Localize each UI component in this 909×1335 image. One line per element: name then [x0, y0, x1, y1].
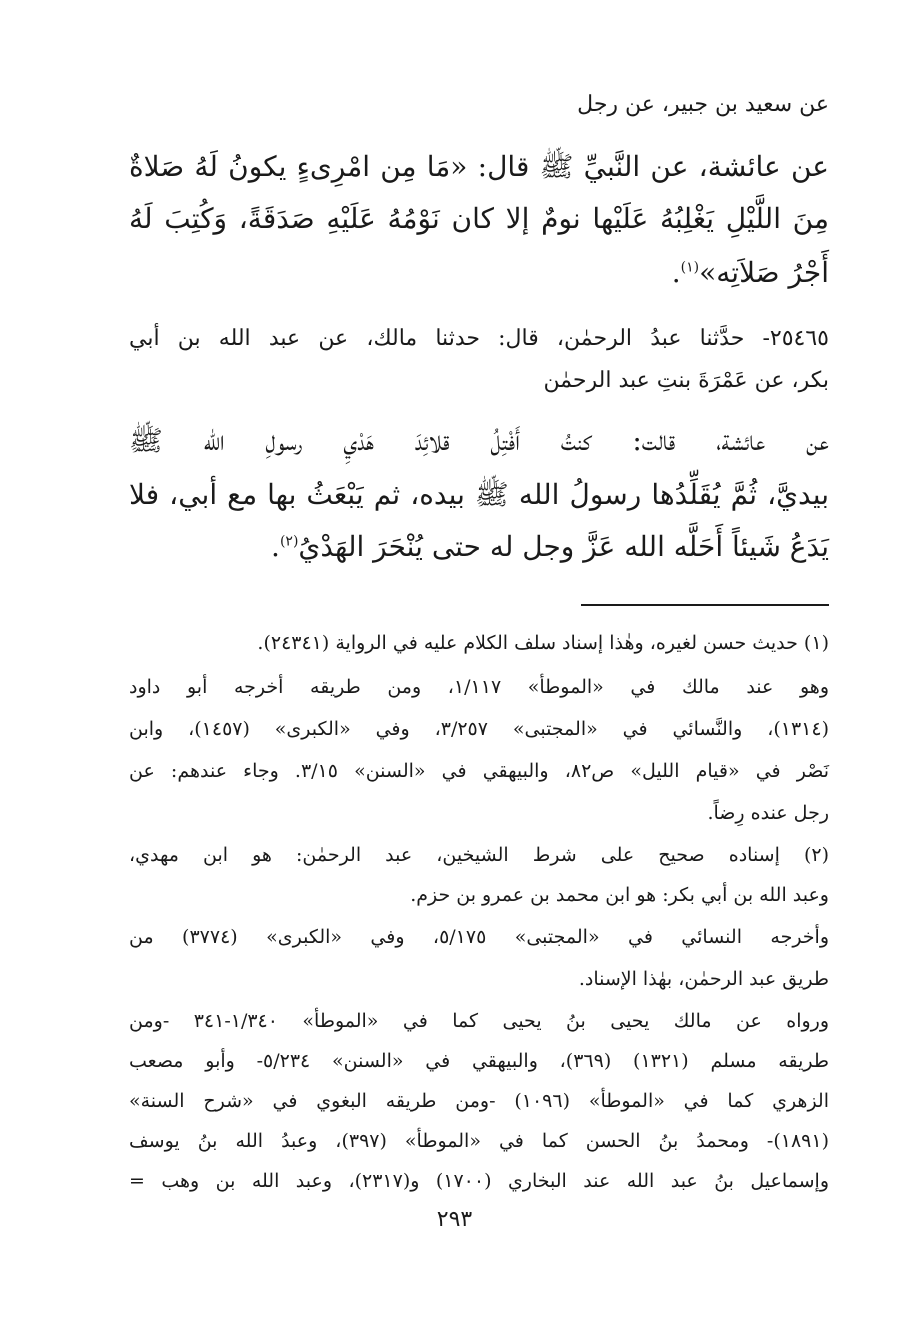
footnote-line: (٢) إسناده صحيح على شرط الشيخين، عبد الرحمٰن: هو ابن مهدي، [129, 844, 829, 866]
footnote-marker: (١) [680, 259, 700, 276]
footnote-line: نَصْر في «قيام الليل» ص٨٢، والبيهقي في «السنن» ٣/١٥. وجاء عندهم: عن [129, 760, 829, 782]
footnote-line: طريق عبد الرحمٰن، بهٰذا الإسناد. [578, 968, 829, 990]
isnad-line: ٢٥٤٦٥- حدَّثنا عبدُ الرحمٰن، قال: حدثنا مالك، عن عبد الله بن أبي [129, 326, 829, 351]
footnote-line: (١٣١٤)، والنَّسائي في «المجتبى» ٣/٢٥٧، وفي «الكبرى» (١٤٥٧)، وابن [129, 718, 829, 740]
footnote-line: الزهري كما في «الموطأ» (١٠٩٦) -ومن طريقه البغوي في «شرح السنة» [129, 1090, 829, 1112]
page-number: ٢٩٣ [436, 1207, 473, 1232]
footnote-line: وهو عند مالك في «الموطأ» ١/١١٧، ومن طريقه أخرجه أبو داود [129, 676, 829, 698]
hadith-end-punct: . [671, 256, 681, 289]
hadith-text: أَجْرُ صَلاَتِه» [699, 256, 829, 289]
footnote-line: ورواه عن مالك يحيى بنُ يحيى كما في «الموطأ» ١/٣٤٠-٣٤١ -ومن [129, 1010, 830, 1032]
hadith-text-line: عن عائشة، قالت: كنتُ أَفْتِلُ قلائِدَ هَدْيِ رسولِ الله ﷺ [129, 424, 829, 457]
footnote-line: وإسماعيل بنُ عبد الله عند البخاري (١٧٠٠) و(٢٣١٧)، وعبد الله بن وهب = [129, 1170, 829, 1192]
isnad-line: بكر، عن عَمْرَةَ بنتِ عبد الرحمٰن [543, 368, 829, 393]
footnote-line: (١) حديث حسن لغيره، وهٰذا إسناد سلف الكلام عليه في الرواية (٢٤٣٤١). [257, 632, 829, 654]
footnote-line: وعبد الله بن أبي بكر: هو ابن محمد بن عمرو بن حزم. [410, 884, 829, 906]
hadith-end-punct: . [271, 530, 280, 563]
footnote-line: (١٨٩١)- ومحمدُ بنُ الحسن كما في «الموطأ» (٣٩٧)، وعبدُ الله بنُ يوسف [129, 1130, 829, 1152]
hadith-text-line: بيديَّ، ثُمَّ يُقَلِّدُها رسولُ الله ﷺ بيده، ثم يَبْعَثُ بها مع أبي، فلا [129, 478, 829, 511]
hadith-text-line-last [672, 256, 829, 289]
hadith-text-line: مِنَ اللَّيْلِ يَغْلِبُهُ عَلَيْها نومٌ إلا كان نَوْمُهُ عَلَيْهِ صَدَقَةً، وَكُتِبَ لَهُ [129, 202, 829, 235]
footnote-line: رجل عنده رِضاً. [707, 802, 829, 824]
isnad-line: عن سعيد بن جبير، عن رجل [577, 92, 829, 117]
hadith-text-line-last [271, 530, 829, 563]
footnote-line: طريقه مسلم (١٣٢١) (٣٦٩)، والبيهقي في «السنن» ٥/٢٣٤- وأبو مصعب [129, 1050, 829, 1072]
hadith-text-line: عن عائشة، عن النَّبيِّ ﷺ قال: «مَا مِن امْرِىءٍ يكونُ لَهُ صَلاةٌ [129, 150, 829, 183]
footnote-separator [581, 604, 829, 606]
hadith-text: يَدَعُ شَيئاً أَحَلَّه الله عَزَّ وجل له حتى يُنْحَرَ الهَدْيُ [298, 530, 829, 563]
footnote-marker: (٢) [279, 533, 299, 550]
footnote-line: وأخرجه النسائي في «المجتبى» ٥/١٧٥، وفي «الكبرى» (٣٧٧٤) من [129, 926, 829, 948]
